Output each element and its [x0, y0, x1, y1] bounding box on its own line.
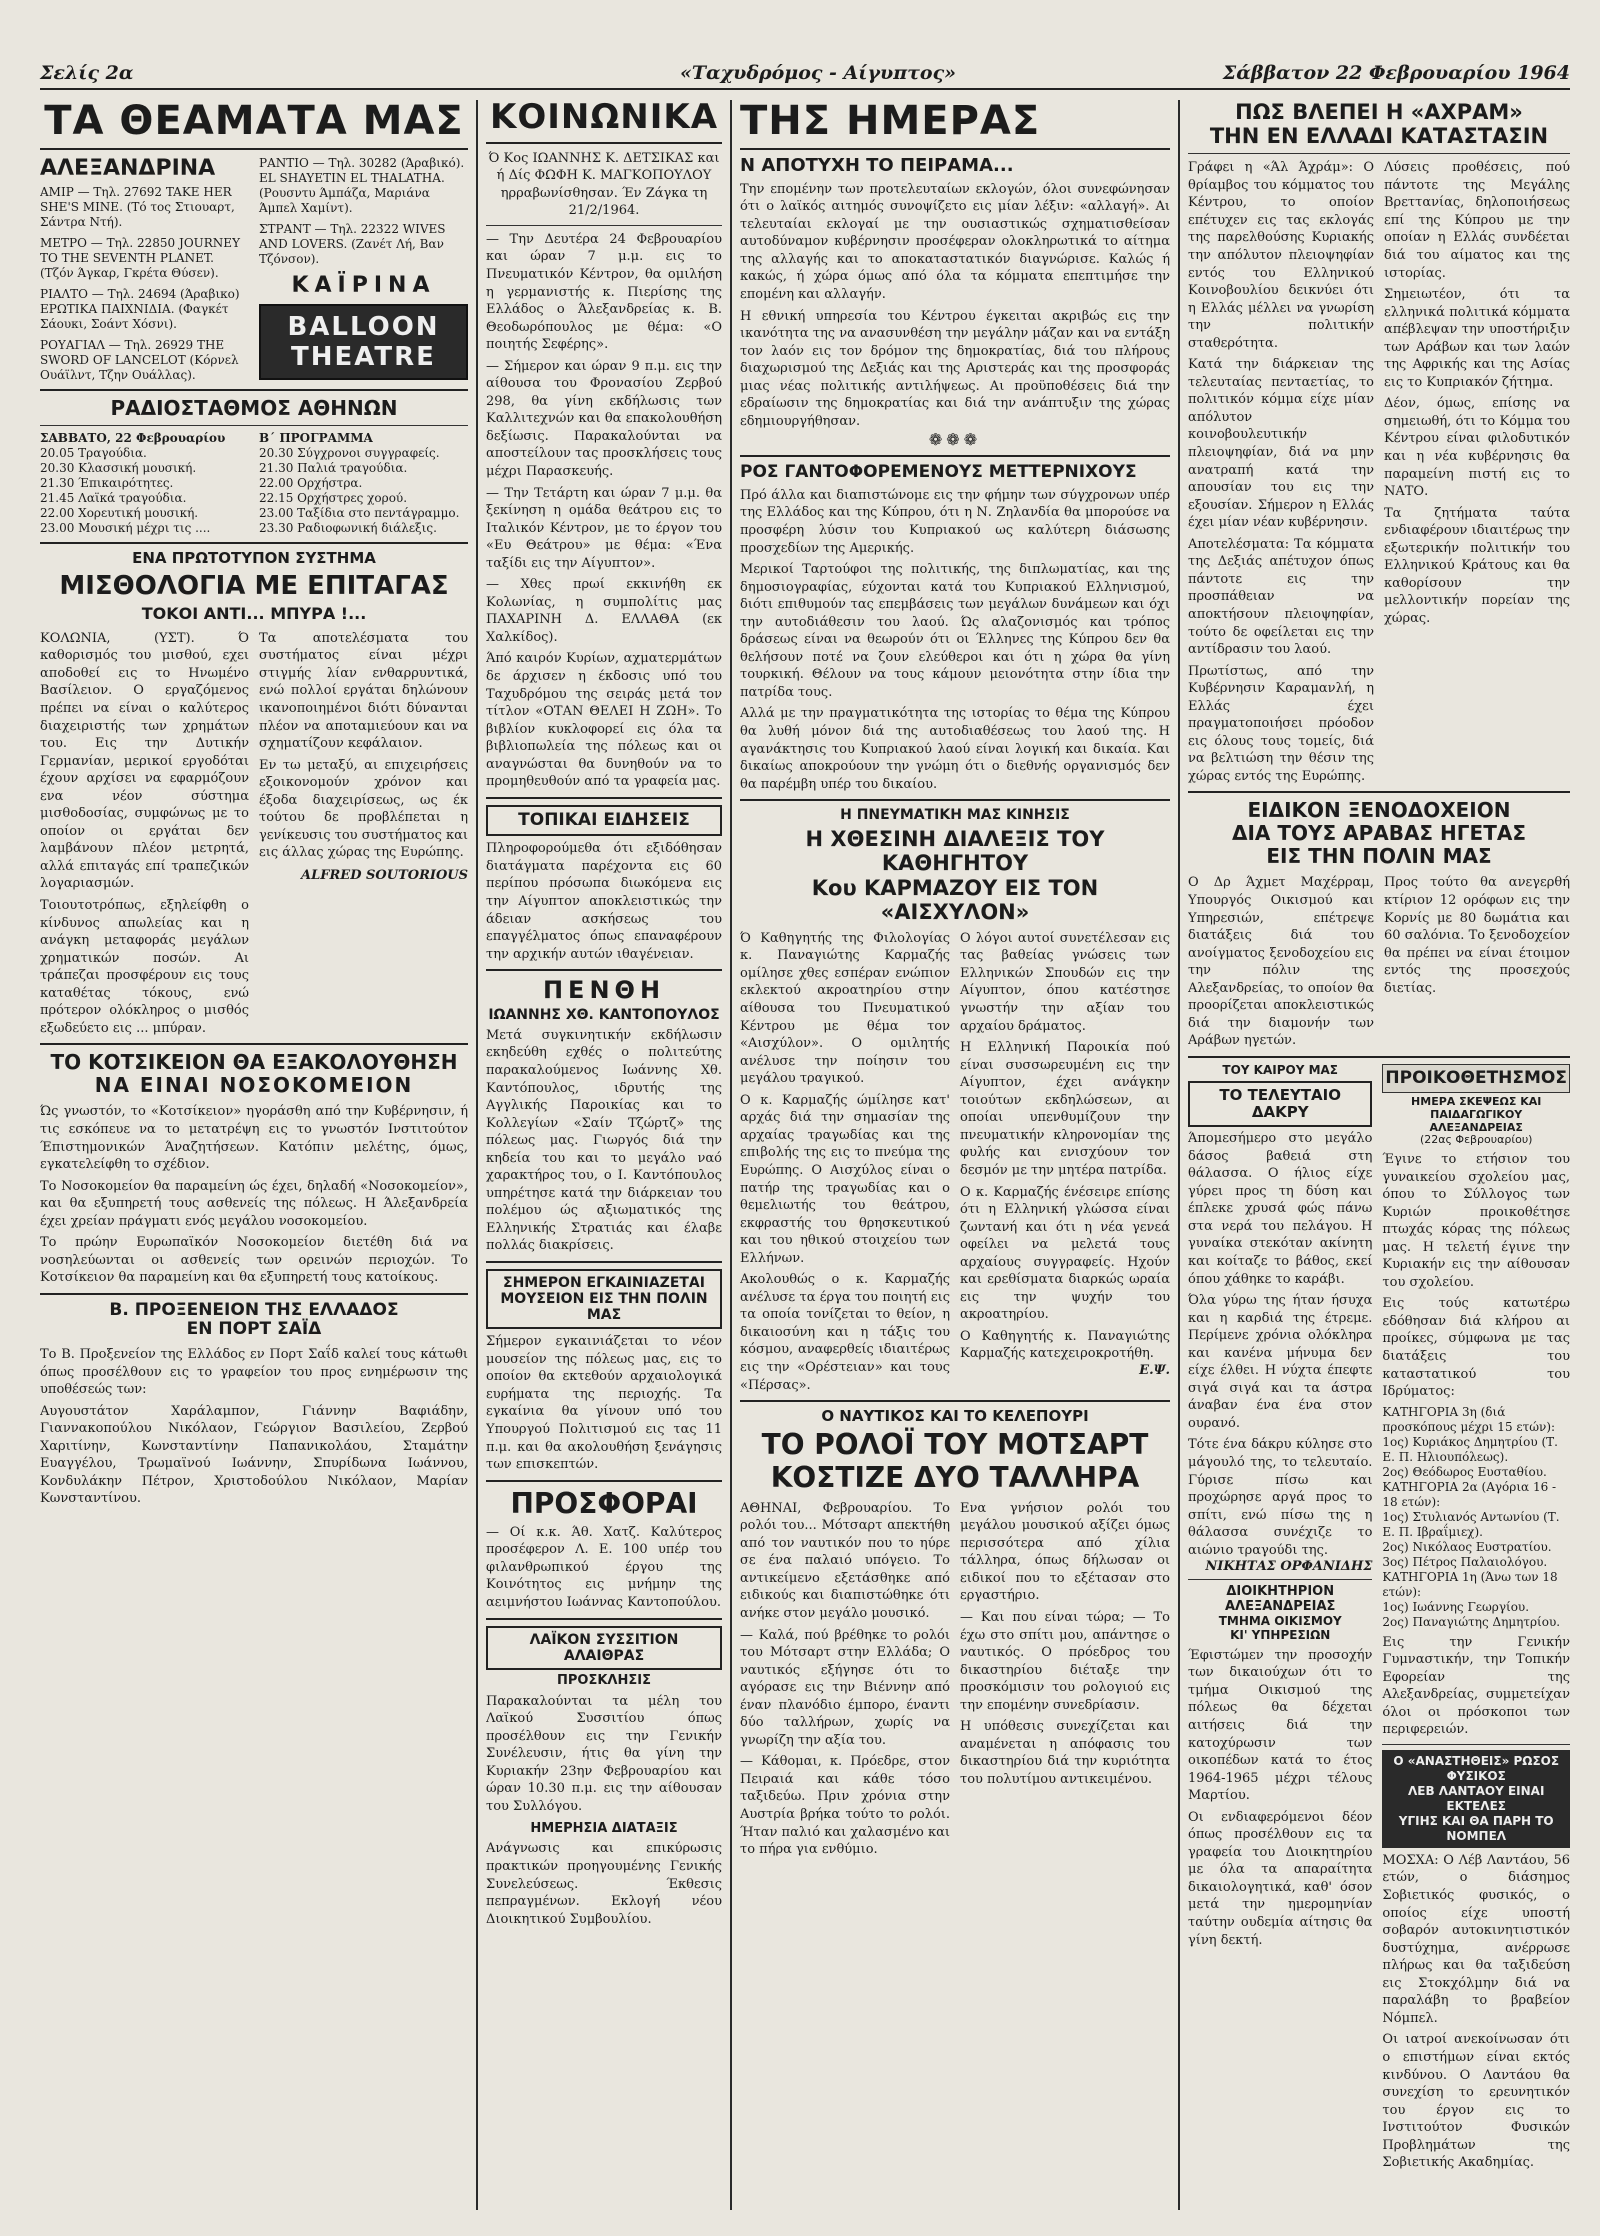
article-headline: Β. ΠΡΟΞΕΝΕΙΟΝ ΤΗΣ ΕΛΛΑΔΟΣ [109, 1299, 399, 1320]
ad-line: THEATRE [291, 342, 436, 373]
article-headline: ΕΙΣ ΤΗΝ ΠΟΛΙΝ ΜΑΣ [1266, 844, 1492, 869]
article-headline: ΠΕΝΘΗ [542, 976, 666, 1005]
article-paragraph: Ο λόγοι αυτοί συνετέλεσαν εις τας βαθείας γνώσεις των Ελληνικών Σπουδών εις την Αίγυπτον, όπου κατέστησε γνωστήν την αξίαν του αρχαίου δράματος. [960, 930, 1170, 1034]
article-paragraph: Πληροφορούμεθα ότι εξιδόθησαν διατάγματα παρέχοντα εις 60 περίπου πρόσωπα διωκόμενα εις την Αίγυπτον αποκλειστικώς την άδειαν ασκήσεως του επαγγέλματος όπως επαναφέρουν την αρχικήν αυτών ιθαγένειαν. [486, 841, 722, 962]
article-headline: ΔΙΟΙΚΗΤΗΡΙΟΝ ΑΛΕΞΑΝΔΡΕΙΑΣ [1225, 1584, 1336, 1615]
article-paragraph: Εις την Γενικήν Γυμναστικήν, την Τοπικήν Εφορείαν της Αλεξανδρείας, συμμετείχαν όλοι οι πρόσκοποι των περιφερειών. [1382, 1634, 1570, 1738]
headline-line: ΥΓΙΗΣ ΚΑΙ ΘΑ ΠΑΡΗ ΤΟ ΝΟΜΠΕΛ [1398, 1813, 1554, 1843]
headline-line: ΛΕΒ ΛΑΝΤΑΟΥ ΕΙΝΑΙ ΕΚΤΕΛΕΣ [1407, 1783, 1545, 1813]
section-ornament: ❁❁❁ [928, 430, 982, 450]
issue-date: Σάββατον 22 Φεβρουαρίου 1964 [1222, 62, 1570, 84]
article-paragraph: Μερικοί Ταρτούφοι της πολιτικής, της διπλωματίας, και της δημοσιογραφίας, εύχονται κατά του Κυπριακού Ελληνισμού, διότι επιθυμούν τας επεμβάσεις των μεγάλων δυνάμεων και όχι την αυτοδιάθεσιν του λαού. Ώς αλαζονισμός και τρόπος δράσεως είναι να θεωρούν ότι οι Έλληνες της Κύπρου δεν θα θελήσουν ποτέ να ζουν ελεύθεροι και ότι η χώρα θα γίνη τουρκική. Θέλουν να τους κάμουν μειονότητα στην ίδια την πατρίδα τους. [740, 562, 1170, 700]
section-kicker: Η ΠΝΕΥΜΑΤΙΚΗ ΜΑΣ ΚΙΝΗΣΙΣ [840, 807, 1070, 824]
engagement-notice: Ό Κος ΙΩΑΝΝΗΣ Κ. ΔΕΤΣΙΚΑΣ και ή Δίς ΦΩΦΗ Κ. ΜΑΓΚΟΠΟΥΛΟΥ ηρραβωνίσθησαν. Έν Ζάγκα τη 21/2/1964. [488, 150, 720, 219]
article-paragraph: Τοιουτοτρόπως, εξηλείφθη ο κίνδυνος απωλείας και η ανάγκη μεταφοράς μεγάλων χρηματικών ποσών. Αι τράπεζαι προσφέρουν εις τους καταθέτας τόκους, ενώ πρότερον ολόκληρος ο μισθός εξωδεύετο εις ... μπύραν. [40, 898, 249, 1036]
article-paragraph: Οι ιατροί ανεκοίνωσαν ότι ο επιστήμων είναι εκτός κινδύνου. Ο Λαντάου θα συνεχίση το ερευνητικόν του έργον εις το Ινστιτούτον Φυσικών Προβλημάτων της Σοβιετικής Ακαδημίας. [1382, 2032, 1570, 2171]
radio-slot: 23.00 Ταξίδια στο πεντάγραμμο. [259, 506, 460, 521]
article-paragraph: Η Ελληνική Παροικία πού είναι συσσωρευμένη εις την Αίγυπτον, έχει ανάγκην τοιούτων εκδηλώσεων, αι οποίαι υπενθυμίζουν την πνευματικήν κληρονομίαν της φυλής και ενισχύουν τον δεσμόν με την μητέρα πατρίδα. [960, 1040, 1170, 1178]
article-headline: ΠΩΣ ΒΛΕΠΕΙ Η «ΑΧΡΑΜ» [1235, 100, 1523, 124]
deceased-name: ΙΩΑΝΝΗΣ ΧΘ. ΚΑΝΤΟΠΟΥΛΟΣ [488, 1006, 720, 1023]
article-headline: ΜΙΣΘΟΛΟΓΙΑ ΜΕ ΕΠΙΤΑΓΑΣ [59, 570, 449, 601]
radio-date: ΣΑΒΒΑΤΟ, 22 Φεβρουαρίου [40, 431, 226, 446]
article-headline: ΤΗΝ ΕΝ ΕΛΛΑΔΙ ΚΑΤΑΣΤΑΣΙΝ [1209, 124, 1549, 149]
author-signature: ALFRED SOUTORIOUS [301, 867, 468, 883]
article-paragraph: Η υπόθεσις συνεχίζεται και αναμένεται η απόφασις του δικαστηρίου διά την κυριότητα του πολυτίμου αντικειμένου. [960, 1719, 1170, 1787]
article-subheadline: ΠΡΟΣΚΛΗΣΙΣ [557, 1672, 651, 1688]
article-paragraph: Τα ζητήματα ταύτα ενδιαφέρουν ιδιαιτέρως την εξωτερικήν πολιτικήν του Ελληνικού Κράτους και θα καθορίσουν την μελλοντικήν πορείαν της χώρας. [1384, 505, 1570, 626]
list-item: 3ος) Πέτρος Παλαιολόγου. [1382, 1554, 1548, 1569]
article-paragraph: Αλλά με την πραγματικότητα της ιστορίας το θέμα της Κύπρου θα λυθή μόνον διά της αυτοδιαθέσεως του λαού της. Η αγανάκτησις του Κυπριακού λαού είναι λογική και δικαία. Και δικαίως αποκρούουν την γνώμη ότι ο διεθνής οργανισμός δεν θα παρέμβη υπέρ του δικαίου. [740, 706, 1170, 792]
article-paragraph: Ο Δρ Άχμετ Μαχέρραμ, Υπουργός Οικισμού και Υπηρεσιών, επέτρεψε διατάξεις διά του ανοίγματος ξενοδοχείου εις την πόλιν της Αλεξανδρείας, το οποίον θα προορίζεται αποκλειστικώς διά την διαμονήν των Αράβων ηγετών. [1188, 875, 1374, 1049]
article-paragraph: — Και που είναι τώρα; — Το έχω στο σπίτι μου, απάντησε ο ναυτικός. Ο πρόεδρος του δικαστηρίου διέταξε την προσκόμισιν του ρολογιού εις την επομένην συνεδρίασιν. [960, 1609, 1170, 1713]
article-headline: ΤΟ ΡΟΛΟΪ ΤΟΥ ΜΟΤΣΑΡΤ [761, 1428, 1149, 1462]
cinema-listing: ΑΜΙΡ — Τηλ. 27692 TAKE HER SHE'S MINE. (Τό τος Στιουαρτ, Σάντρα Ντή). [40, 185, 235, 230]
section-title-of-the-day: ΤΗΣ ΗΜΕΡΑΣ [740, 100, 1041, 144]
article-paragraph: Γράφει η «Άλ Άχράμ»: Ο θρίαμβος του κόμματος του Κέντρου, το οποίον επέτυχεν εις τας εκλογάς της παρελθούσης Κυριακής την απόλυτον πλειοψηφίαν εντός του Ελληνικού Κοινοβουλίου δεικνύει ότι η Ελλάς μέλλει να γνωρίση την πολιτικήν σταθερότητα. [1188, 160, 1374, 351]
article-headline: ΕΝ ΠΟΡΤ ΣΑΪΔ [186, 1319, 322, 1340]
radio-slot: 20.30 Σύγχρονοι συγγραφείς. [259, 446, 440, 461]
radio-slot: 21.30 Έπικαιρότητες. [40, 476, 174, 491]
article-headline: ΤΟ ΤΕΛΕΥΤΑΙΟ ΔΑΚΡΥ [1188, 1081, 1372, 1128]
article-paragraph: Το Β. Προξενείον της Ελλάδος εν Πορτ Σαΐδ καλεί τους κάτωθι όπως προσέλθουν εις το γραφείον του προς ενημέρωσιν της υποθέσεώς των: [40, 1346, 468, 1398]
headline-line: Ο «ΑΝΑΣΤΗΘΕΙΣ» ΡΩΣΟΣ ΦΥΣΙΚΟΣ [1393, 1753, 1560, 1783]
article-paragraph: — Την Τετάρτη και ώραν 7 μ.μ. θα ξεκίνηση η ομάδα θεάτρου εις το Ιταλικόν Κέντρον, με το έργον του «Ευ Θεάτρου» με θέμα: «Ένα ταξίδι εις την Αίγυπτον». [486, 485, 722, 571]
author-signature: Ε.Ψ. [1139, 1362, 1170, 1378]
cinema-listing: ΡΟΥΑΓΙΑΛ — Τηλ. 26929 THE SWORD OF LANCELOT (Κόρνελ Ουάϊλντ, Τζην Ουάλλας). [40, 338, 239, 383]
article-subheadline: ΚΙ' ΥΠΗΡΕΣΙΩΝ [1230, 1627, 1331, 1642]
balloon-theatre-ad [259, 304, 468, 380]
article-paragraph: Τα αποτελέσματα του συστήματος είναι μέχρι στιγμής λίαν ενθαρρυντικά, ενώ πολλοί εργάται δηλώνουν ικανοποιημένοι διότι δύνανται πλέον να αποταμιεύουν και να σχηματίζουν κεφάλαιον. [259, 630, 468, 752]
article-paragraph: Κατά την διάρκειαν της τελευταίας πενταετίας, το πολιτικόν κόμμα είχε μίαν απόλυτον κοινοβουλευτικήν πλειοψηφίαν, διά να μην ανατραπή κατά την απουσίαν του εις την εξουσίαν. Σήμερον η Ελλάς έχει μίαν νέαν κυβέρνησιν. [1188, 357, 1374, 531]
list-item: 1ος) Στυλιανός Αντωνίου (Τ. Ε. Π. Ιβραΐμιεχ). [1382, 1509, 1560, 1539]
article-paragraph: Άπομεσήμερο στο μεγάλο δάσος βαθειά στη θάλασσα. Ο ήλιος είχε γύρει προς τη δύση και έπλεκε χρυσά φώς πάνω στα νερά του πελάγου. Η γυναίκα στεκόταν ακίνητη και κοίταζε το βάθος, εκεί όπου χάθηκε το καράβι. [1188, 1131, 1373, 1287]
radio-slot: 23.00 Μουσική μέχρι τις .... [40, 521, 211, 536]
article-paragraph: Ενα γνήσιον ρολόι του μεγάλου μουσικού αξίζει όμως περισσότερα από χίλια τάλληρα, όπως δήλωσαν οι ειδικοί που το εξέτασαν στο εργαστήριο. [960, 1500, 1170, 1604]
column-entertainment [40, 100, 468, 2220]
article-subheadline: ΤΟΚΟΙ ΑΝΤΙ... ΜΠΥΡΑ !... [141, 604, 367, 624]
cinema-listing: ΜΕΤΡΟ — Τηλ. 22850 JOURNEY TO THE SEVENTH PLANET. (Τζόν Άγκαρ, Γκρέτα Θύσεν). [40, 236, 240, 281]
radio-slot: 22.00 Ορχήστρα. [259, 476, 363, 491]
radio-slot: 21.45 Λαϊκά τραγούδια. [40, 491, 187, 506]
section-title-society: ΚΟΙΝΩΝΙΚΑ [489, 100, 719, 137]
article-date: (22ας Φεβρουαρίου) [1419, 1133, 1533, 1147]
article-headline: ΠΡΟΣΦΟΡΑΙ [510, 1486, 698, 1520]
list-item: 2ος) Θεόδωρος Ευσταθίου. [1382, 1464, 1547, 1479]
radio-slot: 22.15 Ορχήστρες χορού. [259, 491, 408, 506]
page-header [40, 60, 1570, 90]
article-headline: Κου ΚΑΡΜΑΖΟΥ ΕΙΣ ΤΟΝ «ΑΙΣΧΥΛΟΝ» [811, 875, 1099, 924]
article-paragraph: Οι ενδιαφερόμενοι δέον όπως προσέλθουν εις τα γραφεία του Διοικητηρίου με όλα τα απαραίτητα δικαιολογητικά, καθ' όσον μετά την ημερομηνίαν ταύτην ουδεμία αίτησις θα γίνη δεκτή. [1188, 1809, 1373, 1948]
article-paragraph: — Σήμερον και ώραν 9 π.μ. εις την αίθουσα του Φρονασίου Ζερβού 298, θα γίνη εκδήλωσις των Καλλιτεχνών και θα επακολουθήση δεξίωσις. Παρακαλούνται να αποστείλουν τας προσκλήσεις τους μέχρι Παρασκευής. [486, 358, 722, 479]
article-paragraph: Μετά συγκινητικήν εκδήλωσιν εκηδεύθη εχθές ο πολιτεύτης παρακαλούμενος Ιωάννης Χθ. Καντόπουλος, ιδρυτής της Αγγλικής Παροικίας και το Κολλεγίων «Σαίν Τζώρτζ» της πόλεως μας. Γιωργός διά την κηδεία του και το μεγάλο ναό χαρακτήρος του, ο Ι. Καντόπουλος υπηρέτησε κατά την διάρκειαν του πολέμου ώς αξιωματικός της Ελληνικής Στρατιάς και έλαβε πολλάς διακρίσεις. [486, 1027, 722, 1254]
article-paragraph: Προς τούτο θα ανεγερθή κτίριον 12 ορόφων εις την Κορνίς με 80 δωμάτια και 60 σαλόνια. Το ξενοδοχείον θα πρέπει να είναι έτοιμον εντός της προσεχούς διετίας. [1384, 875, 1570, 996]
article-paragraph: Πρό άλλα και διαπιστώνομε εις την φήμην των σύγχρονων υπέρ της Ελλάδος και της Κύπρου, ότι η Ν. Ζηλανδία θα μπορούσε να προσφέρη λύσιν του Κυπριακού ως καλύτερη διάσωσης προσχεδίων της Αμερικής. [740, 487, 1170, 556]
article-headline: ΚΟΣΤΙΖΕ ΔΥΟ ΤΑΛΛΗΡΑ [770, 1460, 1140, 1494]
article-paragraph: Όλα γύρω της ήταν ήσυχα και η καρδιά της έτρεμε. Περίμενε χρόνια ολόκληρα και κανένα μήνυμα δεν είχε έλθει. Η νύχτα έπεφτε σιγά σιγά και τα άστρα άναβαν ένα ένα στον ουρανό. [1188, 1293, 1373, 1431]
radio-slot: 20.30 Κλασσική μουσική. [40, 461, 197, 476]
article-kicker: Ο ΝΑΥΤΙΚΟΣ ΚΑΙ ΤΟ ΚΕΛΕΠΟΥΡΙ [821, 1407, 1089, 1426]
list-item: ΚΑΤΗΓΟΡΙΑ 3η (διά προσκόπους μέχρι 15 ετών): [1382, 1404, 1556, 1434]
list-item: 2ος) Νικόλαος Ευστρατίου. [1382, 1539, 1552, 1554]
column-rule [730, 100, 732, 2210]
cairo-heading: ΚΑΪΡΙΝΑ [291, 273, 436, 298]
author-signature: ΝΙΚΗΤΑΣ ΟΡΦΑΝΙΔΗΣ [1205, 1559, 1373, 1575]
list-item: ΚΑΤΗΓΟΡΙΑ 2α (Αγόρια 16 - 18 ετών): [1382, 1479, 1557, 1509]
radio-slot: 20.05 Τραγούδια. [40, 446, 147, 461]
article-paragraph: ΜΟΣΧΑ: Ο Λέβ Λαντάου, 56 ετών, ο διάσημος Σοβιετικός φυσικός, ο οποίος είχε υποστή σοβαρόν αυτοκινητιστικόν δυστύχημα, ανέρρωσε πλήρως και θα ταξιδεύση εις Στοκχόλμην διά να παραλάβη το βραβείον Νόμπελ. [1382, 1852, 1570, 2026]
article-paragraph: — Καλά, πού βρέθηκε το ρολόι του Μότσαρτ στην Ελλάδα; Ο ναυτικός εξήγησε ότι το αγόρασε εις την Βιέννην από έναν πλανόδιο έμπορο, έναντι δύο ταλλήρων, χωρίς να γνωρίζη την αξία του. [740, 1627, 950, 1748]
article-headline: ΠΡΟΙΚΟΘΕΤΗΣΜΟΣ [1382, 1064, 1570, 1094]
article-paragraph: Το Νοσοκομείον θα παραμείνη ώς έχει, δηλαδή «Νοσοκομείον», και θα εξυπηρετή τους ασθενείς της πόλεως. Η Άλεξανδρεία έχει χρείαν πράγματι ενός μεγάλου νοσοκομείου. [40, 1178, 468, 1229]
article-headline: ΛΑΪΚΟΝ ΣΥΣΣΙΤΙΟΝ ΑΛΑΙΘΡΑΣ [486, 1626, 722, 1670]
section-title-theatres: ΤΑ ΘΕΑΜΑΤΑ ΜΑΣ [44, 100, 464, 144]
article-paragraph: ΑΘΗΝΑΙ, Φεβρουαρίου. Το ρολόι του... Μότσαρτ απεκτήθη από τον ναυτικόν που το ηύρε σε ένα παλαιό υπόγειο. Το αντικείμενο εξετάσθηκε από ειδικούς και διαπιστώθηκε ότι ανήκε στον μεγάλο μουσικό. [740, 1500, 950, 1621]
article-paragraph: Πρωτίστως, από την Κυβέρνησιν Καραμανλή, η Ελλάς έχει πραγματοποιήσει πρόοδον εις όλους τους τομείς, διά να βελτιώση την θέσιν της χώρας εντός της Ευρώπης. [1188, 663, 1374, 784]
article-paragraph: Δέον, όμως, επίσης να σημειωθή, ότι το Κόμμα του Κέντρου είναι φιλοδυτικόν και η νέα κυβέρνησις θα παραμείνη πιστή εις το ΝΑΤΟ. [1384, 396, 1570, 500]
article-headline: ΤΟΠΙΚΑΙ ΕΙΔΗΣΕΙΣ [486, 805, 722, 837]
article-kicker: ΕΝΑ ΠΡΩΤΟΤΥΠΟΝ ΣΥΣΤΗΜΑ [132, 549, 376, 568]
column-of-the-day [740, 100, 1170, 2220]
list-item: ΚΑΤΗΓΟΡΙΑ 1η (Άνω των 18 ετών): [1382, 1569, 1558, 1599]
radio-slot: 22.00 Χορευτική μουσική. [40, 506, 199, 521]
article-paragraph: Ό Καθηγητής της Φιλολογίας κ. Παναγιώτης Καρμαζής ομίλησε χθες εσπέραν ενώπιον εκλεκτού ακροατηρίου στην αίθουσα του Πνευματικού Κέντρου με θέμα τον «Αισχύλον». Ο ομιλητής ανέλυσε την ποίησιν του μεγάλου τραγικού. [740, 930, 950, 1087]
article-subheadline: ΗΜΕΡΗΣΙΑ ΔΙΑΤΑΞΙΣ [530, 1820, 678, 1836]
article-paragraph: Έγινε το ετήσιον του γυναικείου σχολείου μας, όπου το Σύλλογος των Κυριών προικοθέτησε πτωχάς κόρας της πόλεως μας. Η τελετή έγινε την Κυριακήν εις την αίθουσαν του σχολείου. [1382, 1152, 1570, 1290]
radio-heading: ΡΑΔΙΟΣΤΑΘΜΟΣ ΑΘΗΝΩΝ [110, 396, 398, 421]
column-news [1188, 100, 1570, 2220]
cinema-listing: ΡΙΑΛΤΟ — Τηλ. 24694 (Άραβικο) ΕΡΩΤΙΚΑ ΠΑΙΧΝΙΔΙΑ. (Φαγκέτ Σάουκι, Σοάντ Χόσνι). [40, 287, 240, 332]
column-rule [1178, 100, 1180, 2210]
article-paragraph: — Οί κ.κ. Άθ. Χατζ. Καλύτερος προσέφερον Λ. Ε. 100 υπέρ του φιλανθρωπικού έργου της Κοινότητος εις μνήμην της αειμνήστου Ιωάννας Καντοπούλου. [486, 1524, 722, 1611]
article-paragraph: — Κάθομαι, κ. Πρόεδρε, στον Πειραιά και κάθε τόσο ταξιδεύω. Πριν χρόνια στην Αυστρία βρήκα τούτο το ρολόι. Ήταν παλιό και χαλασμένο και το πήρα για ενθύμιο. [740, 1754, 950, 1858]
article-paragraph: ΚΟΛΩΝΙΑ, (ΥΣΤ). Ό καθορισμός του μισθού, εχει αποδοθεί εις το Ηνωμένο Βασίλειον. Ο εργαζόμενος πρέπει να είναι ο καλύτερος διαχειριστής των χρημάτων του. Εις την Δυτικήν Γερμανίαν, μερικοί εργοδόται έχουν αρχίσει να εφαρμόζουν ενα νέον σύστημα μισθοδοσίας, συμφώνως με το οποίον οι εργάται δεν λαμβάνουν πλέον μετρητά, αλλά επιταγάς επί τραπεζικών λογαριασμών. [40, 630, 249, 892]
article-paragraph: Παρακαλούνται τα μέλη του Λαϊκού Συσσιτίου όπως προσέλθουν εις την Γενικήν Συνέλευσιν, ήτις θα γίνη την Κυριακήν 23ην Φεβρουαρίου και ώραν 10.30 π.μ. εις την αίθουσαν του Συλλόγου. [486, 1693, 722, 1814]
article-paragraph: Το πρώην Ευρωπαϊκόν Νοσοκομείον διετέθη διά να νοσηλεύωνται οι ασθενείς των ορεινών περιοχών. Το Κοτσίκειον θα παραμείνη και θα εξυπηρετή τους κατοίκους. [40, 1235, 468, 1286]
article-paragraph: Άπό καιρόν Κυρίων, αχματερμάτων δε άρχισεν η έκδοσις υπό του Ταχυδρόμου της σειράς μετά τον τίτλον «ΟΤΑΝ ΘΕΛΕΙ Η ΖΩΗ». Το βιβλίον κυκλοφορεί εις όλα τα βιβλιοπωλεία της πόλεως και οι αναγνώσται θα δυνηθούν να το προμηθευθούν από τα γραφεία μας. [486, 651, 722, 790]
article-headline: ΣΗΜΕΡΟΝ ΕΓΚΑΙΝΙΑΖΕΤΑΙ ΜΟΥΣΕΙΟΝ ΕΙΣ ΤΗΝ ΠΟΛΙΝ ΜΑΣ [486, 1269, 722, 1329]
article-paragraph: Ακολουθώς ο κ. Καρμαζής ανέλυσε τα έργα του ποιητή εις τα οποία τονίζεται το θείον, η δικαιοσύνη και η τάξις του κόσμου, αναφερθείς ιδιαιτέρως εις την «Ορέστειαν» και τους «Πέρσας». [740, 1272, 950, 1393]
article-paragraph: Εν τω μεταξύ, αι επιχειρήσεις εξοικονομούν χρόνον και έξοδα διαχειρίσεως, ως έκ τούτου δε προβλέπεται η γενίκευσις του συστήματος και εις άλλας χώρας της Ευρώπης. [259, 757, 468, 861]
newspaper-name: «Ταχυδρόμος - Αίγυπτος» [680, 62, 957, 84]
article-headline: ΕΙΔΙΚΟΝ ΞΕΝΟΔΟΧΕΙΟΝ [1247, 798, 1511, 823]
article-paragraph: — Χθες πρωί εκκινήθη εκ Κολωνίας, η συμπολίτις μας ΠΑΧΑΡΙΝΗ Δ. ΕΛΛΑΘΑ (εκ Χαλκίδος). [486, 577, 722, 645]
article-subheadline: ΗΜΕΡΑ ΣΚΕΨΕΩΣ ΚΑΙ ΠΑΙΔΑΓΩΓΙΚΟΥ ΑΛΕΞΑΝΔΡΕΙΑΣ [1411, 1095, 1542, 1134]
article-paragraph: Αποτελέσματα: Τα κόμματα της Δεξιάς απέτυχον όπως πάντοτε εις την προσπάθειαν να αποκτήσουν πλειοψηφίαν, τούτο δε οφείλεται εις την αντίδρασιν του λαού. [1188, 536, 1374, 658]
list-item: 1ος) Κυριάκος Δημητρίου (Τ. Ε. Π. Ηλιουπόλεως). [1382, 1434, 1558, 1464]
article-paragraph: Ο Καθηγητής κ. Παναγιώτης Καρμαζής κατεχειροκροτήθη. [960, 1328, 1170, 1362]
article-paragraph: Έφιστώμεν την προσοχήν των δικαιούχων ότι το τμήμα Οικισμού της πόλεως θα δέχεται αιτήσεις διά την κατοχύρωσιν των οικοπέδων κατά το έτος 1964-1965 μέχρι τέλους Μαρτίου. [1188, 1647, 1373, 1804]
cinema-listing: ΣΤΡΑΝΤ — Τηλ. 22322 WIVES AND LOVERS. (Ζανέτ Λή, Βαν Τζόνσον). [259, 222, 446, 266]
article-paragraph: Λύσεις προθέσεις, πού πάντοτε της Μεγάλης Βρεττανίας, δηλοποιήσεως επί της Κύπρου με την οποίαν η Ελλάς συνδέεται διά του αίματος και της ιστορίας. [1384, 160, 1570, 281]
radio-slot: 23.30 Ραδιοφωνική διάλεξις. [259, 521, 437, 536]
article-headline-inverted [1382, 1750, 1570, 1848]
article-kicker: ΤΟΥ ΚΑΙΡΟΥ ΜΑΣ [1222, 1062, 1338, 1077]
column-society [486, 100, 722, 2220]
article-paragraph: Ώς γνωστόν, το «Κοτσίκειον» ηγοράσθη από την Κυβέρνησιν, ή τις εσκόπευε να το μετατρέψη εις το γνωστόν Ινστιτούτον Έπιστημονικών Άναζητήσεων. Κατόπιν μελέτης, όμως, εγκατελείφθη το σχέδιον. [40, 1104, 468, 1173]
article-paragraph: Την επομένην των προτελευταίων εκλογών, όλοι συνεφώνησαν ότι ο λαϊκός αιτημός συνοψίζετο εις μίαν λέξιν: «αλλαγή». Αι τελευταίαι εκλογαί με την ουσιαστικώς σχηματισθείσαν αυτοδύναμον κυβέρνησιν προσέφεραν ολοκληρωτικά το αίτημα της αλλαγής και το αποκαταστατικόν διαγνώρισε. Καλώς ή κακώς, ή χώρα όμως από όλα τα κόμματα επεπτιμήσε την επομένη και αλλαγήν. [740, 181, 1170, 302]
article-paragraph: Σήμερον εγκαινιάζεται το νέον μουσείον της πόλεως μας, εις το οποίον θα εκτεθούν αρχαιολογικά ευρήματα της περιοχής. Τα εγκαίνια θα γίνουν υπό του Υπουργού Πολιτισμού εις τας 11 π.μ. και θα ακολουθήση ξενάγησις των επισκεπτών. [486, 1334, 722, 1473]
article-headline: ΡΟΣ ΓΑΝΤΟΦΟΡΕΜΕΝΟΥΣ ΜΕΤΤΕΡΝΙΧΟΥΣ [740, 462, 1137, 483]
article-subheadline: ΤΜΗΜΑ ΟΙΚΙΣΜΟΥ [1218, 1614, 1342, 1629]
cinema-listing: ΡΑΝΤΙΟ — Τηλ. 30282 (Άραβικό). EL SHAYETIN EL THALATHA. (Ρουσντυ Άμπάζα, Μαριάνα Άμπελ Χαμίντ). [259, 156, 465, 215]
article-paragraph: Εις τούς κατωτέρω εδόθησαν διά κλήρου αι προίκες, σύμφωνα με τας διατάξεις του καταστατικού του Ιδρύματος: [1382, 1296, 1570, 1400]
list-item: 2ος) Παναγιώτης Δημητρίου. [1382, 1614, 1561, 1629]
list-item: 1ος) Ιωάννης Γεωργίου. [1382, 1599, 1530, 1614]
article-headline: Η ΧΘΕΣΙΝΗ ΔΙΑΛΕΞΙΣ ΤΟΥ ΚΑΘΗΓΗΤΟΥ [805, 827, 1105, 876]
article-headline: Ν ΑΠΟΤΥΧΗ ΤΟ ΠΕΙΡΑΜΑ... [740, 155, 1014, 176]
article-headline: ΝΑ ΕΙΝΑΙ ΝΟΣΟΚΟΜΕΙΟΝ [94, 1073, 414, 1098]
column-rule [476, 100, 478, 2210]
article-paragraph: Τότε ένα δάκρυ κύλησε στο μάγουλό της, το τελευταίο. Γύρισε πίσω και προχώρησε αργά προς το σπίτι, ενώ πίσω της η θάλασσα συνέχιζε το αιώνιο τραγούδι της. [1188, 1437, 1373, 1558]
article-paragraph: Ο κ. Καρμαζής ένέσειρε επίσης ότι η Ελληνική γλώσσα είναι ζωντανή και ότι η νέα γενεά οφείλει να μελετά τους αρχαίους συγγραφείς. Ηχούν και ερεθίσματα διαρκώς ωραία εις την ψυχήν του ακροατηρίου. [960, 1184, 1170, 1323]
city-heading: ΑΛΕΞΑΝΔΡΙΝΑ [40, 156, 216, 181]
article-headline: ΤΟ ΚΟΤΣΙΚΕΙΟΝ ΘΑ ΕΞΑΚΟΛΟΥΘΗΣΗ [50, 1050, 458, 1075]
article-paragraph: Η εθνική υπηρεσία του Κέντρου έγκειται ακριβώς εις την ικανότητα της να ανασυνθέση την μεγάλην μάζαν και να εντάξη τον λαόν εις τον δρόμον της δημοκρατίας, διά του πλήρους διαχωρισμού της Δεξιάς και της Αριστεράς και της προσφοράς μιας νέας πολιτικής αντιλήψεως. Αι προϋποθέσεις διά την εδραίωσιν της δημοκρατίας και διά την ανάπτυξιν της χώρας εδημιουργήθησαν. [740, 308, 1170, 429]
radio-program: Β΄ ΠΡΟΓΡΑΜΜΑ [259, 431, 373, 446]
page-number: Σελίς 2α [40, 62, 134, 84]
article-headline: ΔΙΑ ΤΟΥΣ ΑΡΑΒΑΣ ΗΓΕΤΑΣ [1231, 821, 1526, 846]
article-paragraph: Ανάγνωσις και επικύρωσις πρακτικών προηγουμένης Γενικής Συνελεύσεως. Έκθεσις πεπραγμένων. Εκλογή νέου Διοικητικού Συμβουλίου. [486, 1841, 722, 1927]
article-paragraph: Σημειωτέον, ότι τα ελληνικά πολιτικά κόμματα απέβλεψαν την υποστήριξιν των Αράβων και των λαών της Αφρικής και της Ασίας εις το Κυπριακόν ζήτημα. [1384, 287, 1570, 390]
ad-line: BALLOON [287, 312, 440, 343]
article-paragraph: — Την Δευτέρα 24 Φεβρουαρίου και ώραν 7 μ.μ. εις το Πνευματικόν Κέντρον, θα ομιλήση η γερμανιστής κ. Πιερίσης της Ελλάδος ο Άλεξανδρείας κ. Β. Θεοδωρόπουλος με θέμα: «Ο ποιητής Σεφέρης». [486, 231, 722, 353]
article-paragraph: Ο κ. Καρμαζής ώμίλησε κατ' αρχάς διά την σημασίαν της αρχαίας τραγωδίας και της επιβολής της εις το πνεύμα της Ευρώπης. Ο Αισχύλος είναι ο πατήρ της τραγωδίας και ο θεμελιωτής του θεάτρου, εκφραστής του θρησκευτικού και του ηθικού στοιχείου των Ελλήνων. [740, 1092, 950, 1266]
radio-slot: 21.30 Παλιά τραγούδια. [259, 461, 408, 476]
article-paragraph: Αυγουστάτον Χαράλαμπον, Γιάννην Βαφιάδην, Γιαννακοπούλου Νικόλαον, Γεώργιον Βασιλείου, Ζερβού Χαριτίνην, Κωνσταντίνην Παπανικολάου, Σταμάτην Ευαγγέλου, Τρωμαϊνού Ιωάννην, Σπυρίδωνα Ιωάννου, Κονδυλάκην Πέτρον, Χριστοδούλου Νικόλαον, Μαρίαν Κωνσταντίνου. [40, 1403, 468, 1507]
